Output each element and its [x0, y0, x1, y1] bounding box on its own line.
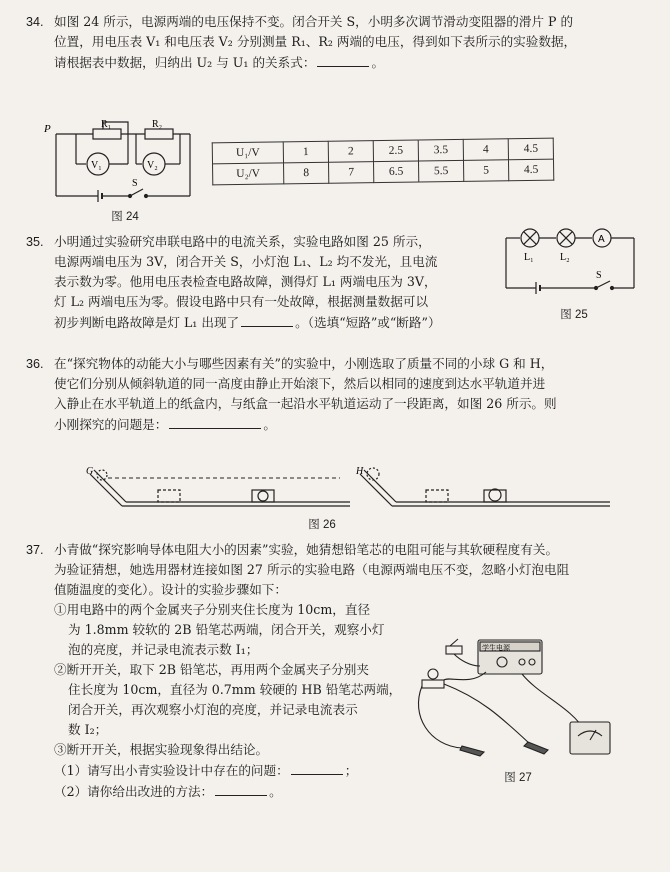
question-text: 如图 24 所示，电源两端的电压保持不变。闭合开关 S，小明多次调节滑动变阻器的滑片 P 的 — [54, 14, 574, 29]
table-cell: 5 — [463, 160, 508, 182]
track-diagram-fig26 — [80, 466, 640, 526]
ammeter — [570, 722, 610, 754]
label-l2: L₂ — [560, 252, 570, 263]
question-text: 初步判断电路故障是灯 L₁ 出现了 。（选填“短路”或“断路”） — [54, 312, 654, 333]
question-text: 值随温度的变化）。设计的实验步骤如下： — [54, 582, 287, 597]
step-2: 住长度为 10cm，直径为 0.7mm 较硬的 HB 铅笔芯两端， — [68, 682, 402, 697]
question-text: 电源两端电压为 3V，闭合开关 S，小灯泡 L₁、L₂ 均不发光，且电流 — [54, 254, 438, 269]
label-s: S — [132, 178, 138, 189]
table-cell: 3.5 — [418, 139, 463, 161]
table-cell: 4.5 — [508, 138, 553, 160]
label-r1: R₁ — [101, 119, 112, 130]
step-2: 闭合开关，再次观察小灯泡的亮度，并记录电流表示 — [68, 702, 358, 717]
table-cell: 8 — [284, 162, 329, 184]
figure-caption: 图 25 — [560, 309, 588, 321]
table-row — [213, 159, 554, 185]
label-p: P — [44, 123, 51, 135]
question-text: 小明通过实验研究串联电路中的电流关系，实验电路如图 25 所示， — [54, 234, 431, 249]
table-header: U₂/V — [213, 163, 284, 185]
step-1: 泡的亮度，并记录电流表示数 I₁； — [68, 642, 259, 657]
step-2: ②断开开关，取下 2B 铅笔芯，再用两个金属夹子分别夹 — [54, 662, 369, 677]
circuit-diagram-fig25 — [496, 226, 646, 298]
step-3: ③断开开关，根据实验现象得出结论。 — [54, 742, 269, 757]
question-text: 入静止在水平轨道上的纸盒内，与纸盒一起沿水平轨道运动了一段距离，如图 26 所示。则 — [54, 396, 557, 411]
figure-caption: 图 24 — [111, 211, 139, 223]
label-r2: R₂ — [152, 119, 163, 130]
table-cell: 7 — [329, 162, 374, 184]
table-cell: 6.5 — [374, 161, 419, 183]
question-text: 小青做“探究影响导体电阻大小的因素”实验，她猜想铅笔芯的电阻可能与其软硬程度有关。 — [54, 542, 559, 557]
paper-box-end — [484, 490, 506, 502]
question-text: 表示数为零。他用电压表检查电路故障，测得灯 L₁ 两端电压为 3V， — [54, 274, 437, 289]
question-number: 34. — [26, 15, 44, 29]
paper-box-end — [252, 490, 274, 502]
sub-question-2: （2）请你给出改进的方法： 。 — [54, 781, 654, 802]
question-text: 小刚探究的问题是： 。 — [54, 414, 654, 435]
table-cell: 1 — [283, 141, 328, 163]
table-header: U₁/V — [212, 142, 283, 164]
circuit-diagram-fig24 — [44, 118, 198, 210]
label-s: S — [596, 270, 602, 281]
answer-blank[interactable] — [169, 414, 261, 429]
clip-right — [524, 742, 548, 754]
step-1: 为 1.8mm 较软的 2B 铅笔芯两端，闭合开关，观察小灯 — [68, 622, 385, 637]
lamp-bulb — [428, 669, 438, 679]
label-g: G — [86, 466, 94, 477]
question-text: 灯 L₂ 两端电压为零。假设电路中只有一处故障，根据测量数据可以 — [54, 294, 429, 309]
answer-blank[interactable] — [291, 760, 343, 775]
apparatus-diagram-fig27 — [410, 636, 630, 764]
lamp-base — [422, 680, 444, 688]
sub-question-1: （1）请写出小青实验设计中存在的问题： ； — [54, 760, 654, 781]
table-cell: 5.5 — [418, 160, 463, 182]
figure-caption: 图 27 — [504, 772, 532, 784]
paper-box-start — [158, 490, 180, 502]
question-34 — [26, 12, 654, 73]
step-1: ①用电路中的两个金属夹子分别夹住长度为 10cm，直径 — [54, 602, 371, 617]
table-cell: 2.5 — [373, 140, 418, 162]
table-cell: 4.5 — [508, 159, 553, 181]
label-h: H — [356, 466, 364, 477]
table-cell: 2 — [328, 141, 373, 163]
power-supply-label: 学生电源 — [482, 644, 510, 652]
resistor-r2 — [145, 129, 173, 139]
question-number: 36. — [26, 357, 44, 371]
rheostat-r1 — [93, 129, 121, 139]
ball-h-in-box — [489, 489, 501, 501]
label-l1: L₁ — [524, 252, 534, 263]
figure-caption: 图 26 — [308, 519, 336, 531]
data-table — [212, 138, 555, 186]
answer-blank[interactable] — [241, 312, 293, 327]
question-text: 使它们分别从倾斜轨道的同一高度由静止开始滚下，然后以相同的速度到达水平轨道并进 — [54, 376, 546, 391]
label-a: A — [598, 234, 605, 245]
paper-box-start — [426, 490, 448, 502]
question-36 — [26, 354, 654, 435]
label-v1: V₁ — [91, 160, 102, 171]
ball-g-in-box — [258, 491, 268, 501]
answer-blank[interactable] — [317, 52, 369, 67]
question-text: 为验证猜想，她选用器材连接如图 27 所示的实验电路（电源两端电压不变，忽略小灯泡电阻 — [54, 562, 570, 577]
answer-blank[interactable] — [215, 781, 267, 796]
question-text: 请根据表中数据，归纳出 U₂ 与 U₁ 的关系式： 。 — [54, 52, 654, 73]
switch — [446, 646, 462, 654]
table-cell: 4 — [463, 139, 508, 161]
question-number: 35. — [26, 235, 44, 249]
clip-left — [460, 746, 484, 756]
question-number: 37. — [26, 543, 44, 557]
label-v2: V₂ — [147, 160, 158, 171]
question-text: 位置，用电压表 V₁ 和电压表 V₂ 分别测量 R₁、R₂ 两端的电压，得到如下表所示的实验数据， — [54, 34, 577, 49]
question-text: 在“探究物体的动能大小与哪些因素有关”的实验中，小刚选取了质量不同的小球 G 和 H， — [54, 356, 554, 371]
step-2: 数 I₂； — [68, 722, 108, 737]
